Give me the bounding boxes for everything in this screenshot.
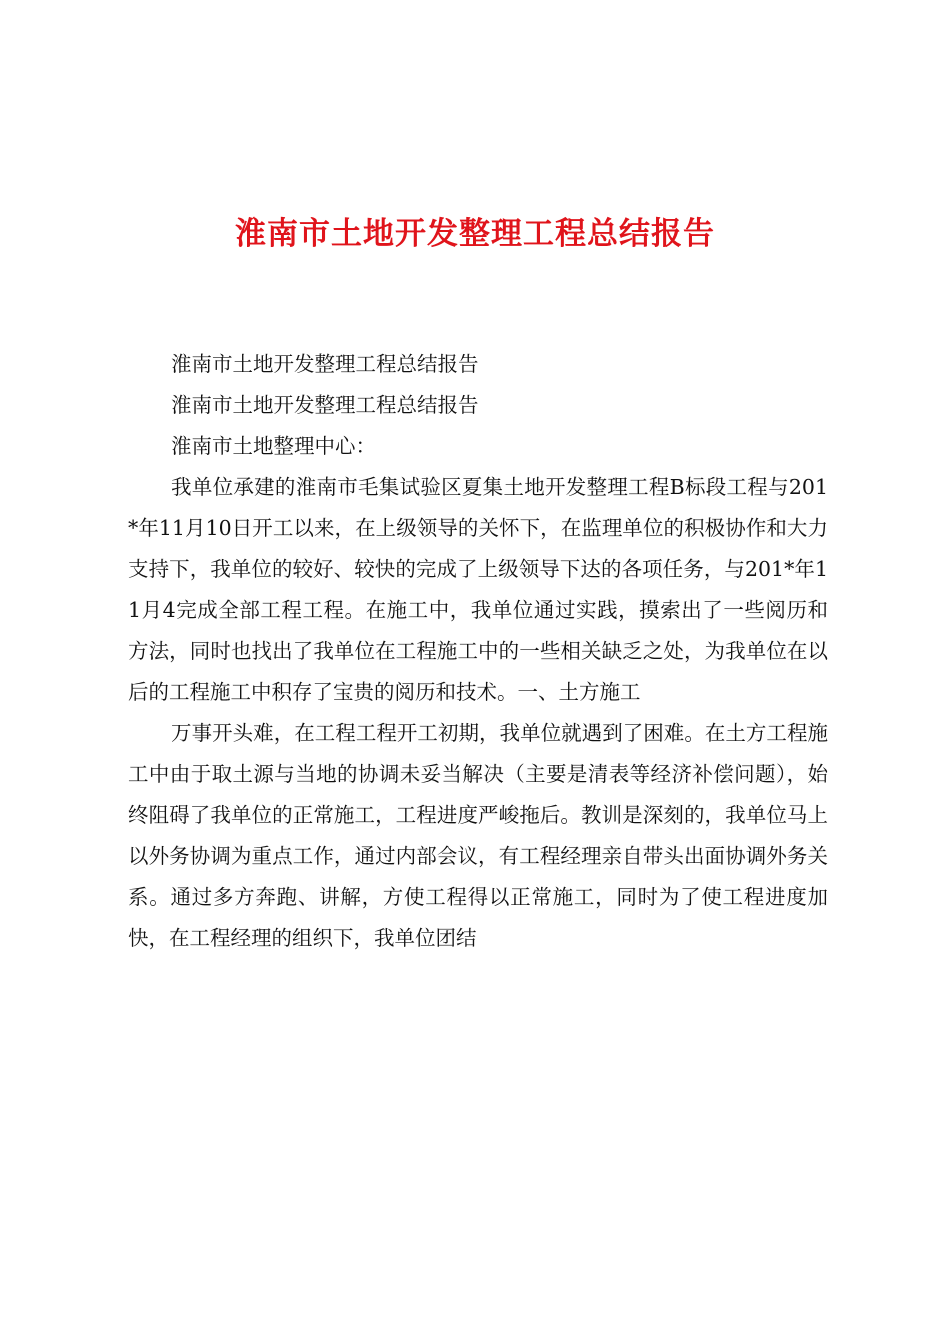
paragraph-earthwork: 万事开头难，在工程工程开工初期，我单位就遇到了困难。在土方工程施工中由于取土源与当地的协调未妥当解决（主要是清表等经济补偿问题），始终阻碍了我单位的正常施工，工程进度严峻拖后。教训是深刻的，我单位马上以外务协调为重点工作，通过内部会议，有工程经理亲自带头出面协调外务关系。通过多方奔跑、讲解，方使工程得以正常施工，同时为了使工程进度加快，在工程经理的组织下，我单位团结 [128,721,828,950]
document-body [128,344,828,959]
document-title: 淮南市土地开发整理工程总结报告 [235,216,715,252]
paragraph-heading-repeat-2: 淮南市土地开发整理工程总结报告 [171,393,479,417]
paragraph-addressee: 淮南市土地整理中心： [171,434,377,458]
paragraph-heading-repeat-1: 淮南市土地开发整理工程总结报告 [171,352,479,376]
paragraph-introduction: 我单位承建的淮南市毛集试验区夏集土地开发整理工程B标段工程与201*年11月10日开工以来，在上级领导的关怀下，在监理单位的积极协作和大力支持下，我单位的较好、较快的完成了上级领导下达的各项任务，与201*年11月4完成全部工程工程。在施工中，我单位通过实践，摸索出了一些阅历和方法，同时也找出了我单位在工程施工中的一些相关缺乏之处，为我单位在以后的工程施工中积存了宝贵的阅历和技术。一、土方施工 [128,475,828,704]
